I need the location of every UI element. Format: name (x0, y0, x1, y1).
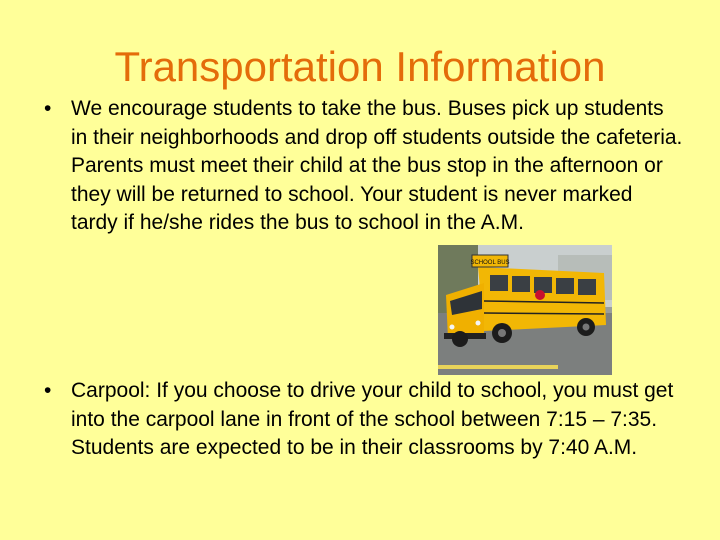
slide-title: Transportation Information (114, 43, 606, 90)
bullet-text: Carpool: If you choose to drive your child to school, you must get into the carpool lane in front of the school between 7:15 – 7:35. Students are expected to be in their classrooms by 7:40 A.M. (71, 379, 674, 459)
bus-sign-text: SCHOOL BUS (470, 260, 510, 266)
bullet-marker: • (44, 97, 52, 120)
bullet-text: We encourage students to take the bus. Buses pick up students in their neighborhoods and drop off students outside the cafeteria. Parents must meet their child at the bus stop in the afternoon or they will be returned to school. Your student is never marked tardy if he/she rides the bus to school in the A.M. (71, 97, 683, 234)
bullet-item-carpool (44, 377, 684, 463)
bullet-item-bus (44, 95, 684, 238)
school-bus-photo (438, 245, 612, 375)
bullet-marker: • (44, 379, 52, 402)
school-bus-illustration (438, 245, 612, 375)
